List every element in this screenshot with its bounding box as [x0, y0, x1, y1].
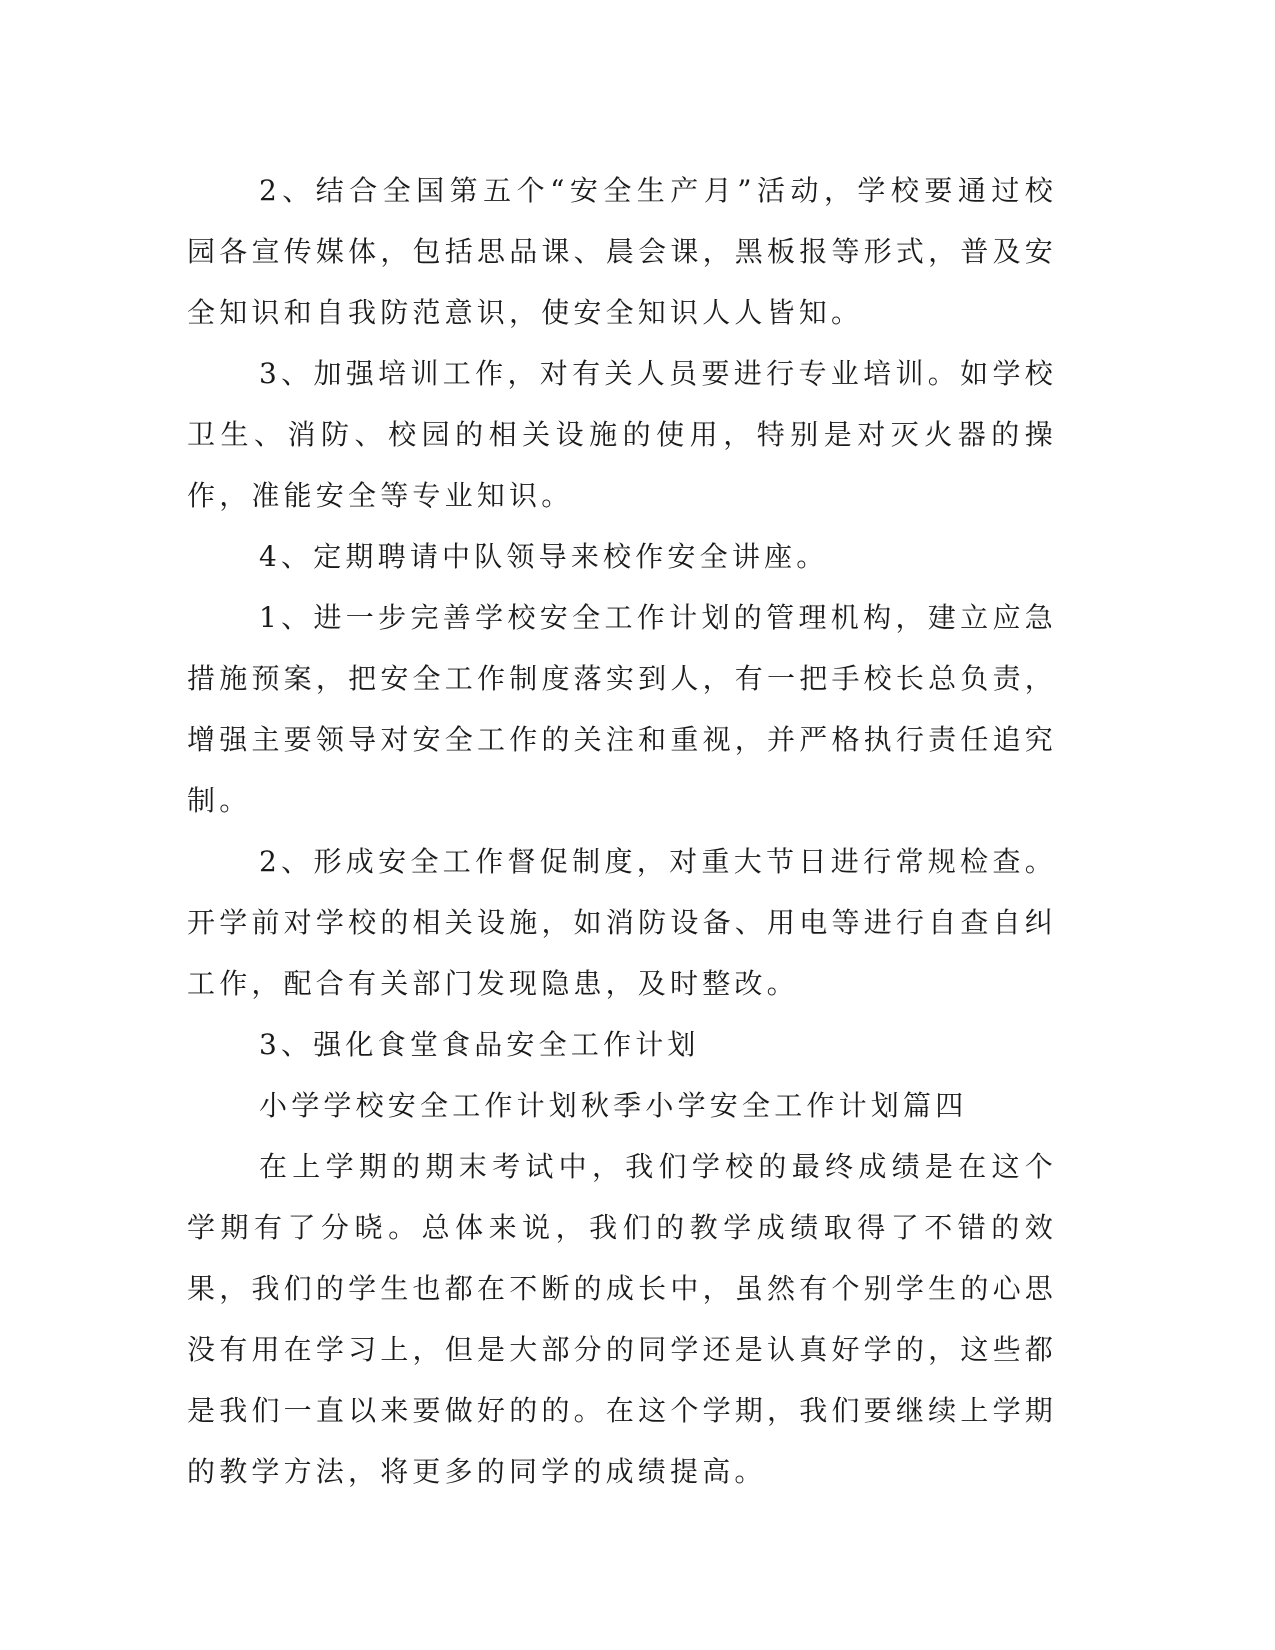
section-heading: 小学学校安全工作计划秋季小学安全工作计划篇四: [259, 1089, 968, 1122]
paragraph-item-2-inspection: 2、形成安全工作督促制度，对重大节日进行常规检查。开学前对学校的相关设施，如消防设备、用电等进行自查自纠工作，配合有关部门发现隐患，及时整改。: [187, 845, 1057, 1000]
paragraph-item-1-management: 1、进一步完善学校安全工作计划的管理机构，建立应急措施预案，把安全工作制度落实到人，有一把手校长总负责，增强主要领导对安全工作的关注和重视，并严格执行责任追究制。: [187, 601, 1057, 817]
paragraph-item-4-lectures: 4、定期聘请中队领导来校作安全讲座。: [259, 540, 829, 573]
document-body: [187, 160, 1057, 1502]
paragraph-item-3-training: 3、加强培训工作，对有关人员要进行专业培训。如学校卫生、消防、校园的相关设施的使用，特别是对灭火器的操作，准能安全等专业知识。: [187, 357, 1057, 512]
paragraph-item-2-publicity: 2、结合全国第五个“安全生产月”活动，学校要通过校园各宣传媒体，包括思品课、晨会课，黑板报等形式，普及安全知识和自我防范意识，使安全知识人人皆知。: [187, 174, 1057, 329]
paragraph-item-3-canteen: 3、强化食堂食品安全工作计划: [259, 1028, 700, 1061]
paragraph-semester-review: 在上学期的期末考试中，我们学校的最终成绩是在这个学期有了分晓。总体来说，我们的教学成绩取得了不错的效果，我们的学生也都在不断的成长中，虽然有个别学生的心思没有用在学习上，但是大部分的同学还是认真好学的，这些都是我们一直以来要做好的的。在这个学期，我们要继续上学期的教学方法，将更多的同学的成绩提高。: [187, 1150, 1057, 1488]
